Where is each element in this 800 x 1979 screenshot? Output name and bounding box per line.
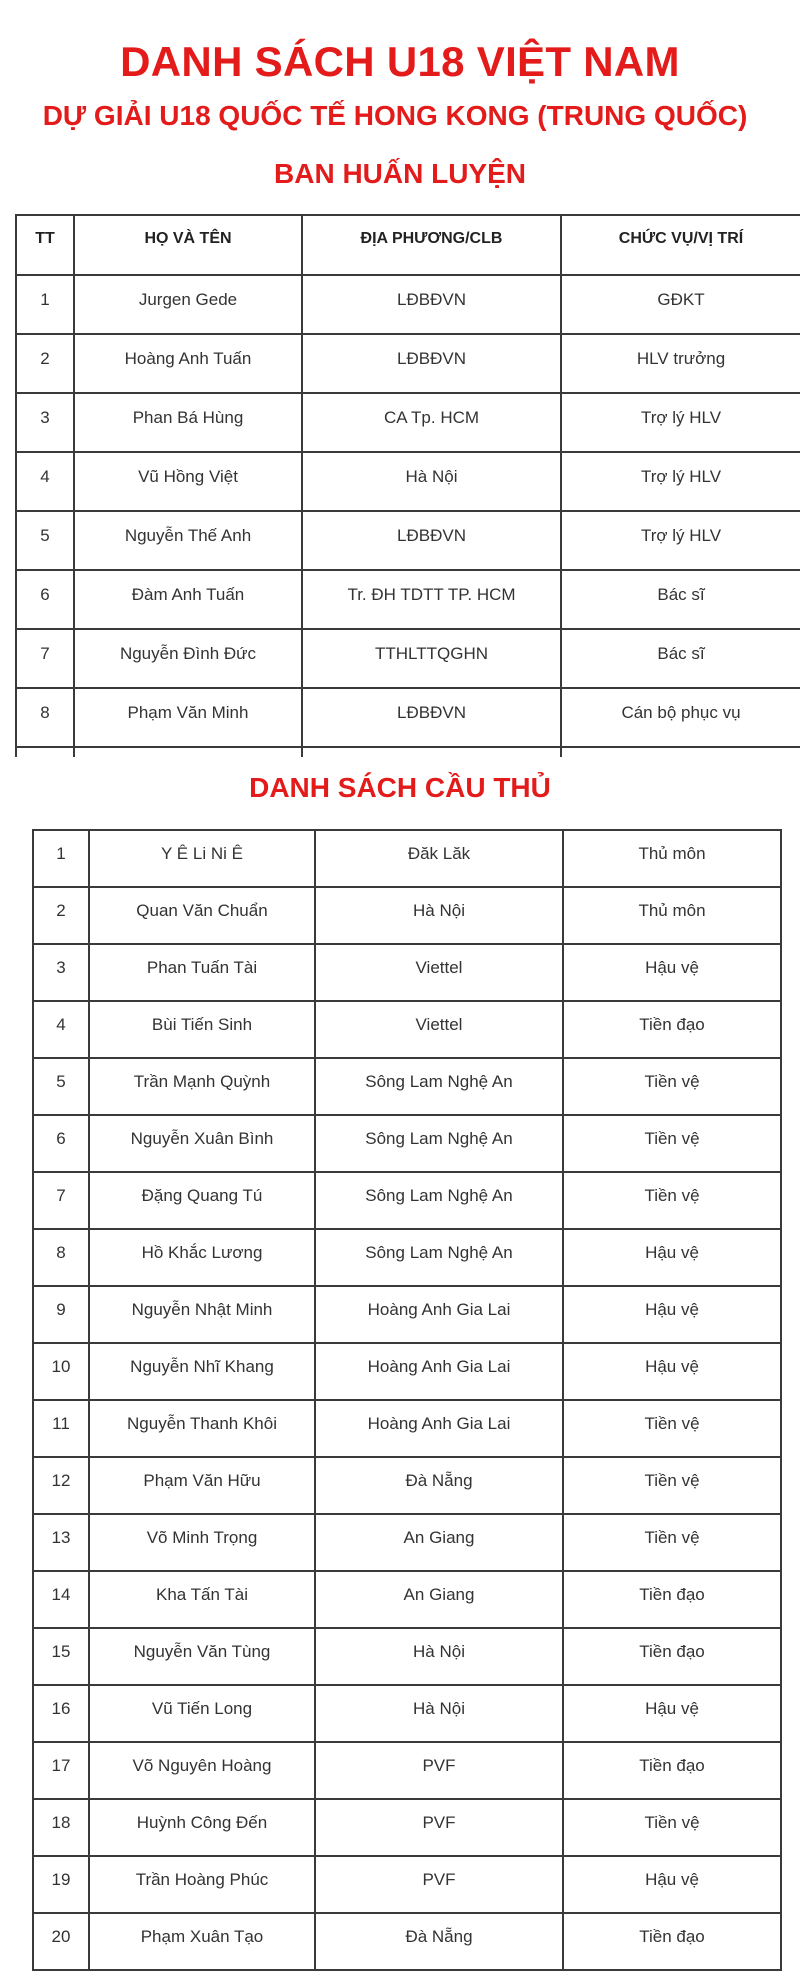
staff-name-cell: Nguyễn Đình Đức	[74, 629, 302, 688]
staff-club-cell: CA Tp. HCM	[302, 393, 561, 452]
staff-section-title: BAN HUẤN LUYỆN	[274, 158, 526, 189]
staff-empty-cell	[561, 747, 800, 757]
player-club-cell: PVF	[315, 1856, 563, 1913]
player-role-cell: Hậu vệ	[563, 944, 781, 1001]
player-row	[33, 1856, 781, 1913]
page-subtitle: DỰ GIẢI U18 QUỐC TẾ HONG KONG (TRUNG QUỐC)	[42, 100, 748, 131]
staff-name-cell: Phan Bá Hùng	[74, 393, 302, 452]
player-number-cell: 13	[33, 1514, 89, 1571]
player-club-cell: Đà Nẵng	[315, 1913, 563, 1970]
player-row	[33, 1514, 781, 1571]
staff-club-cell: LĐBĐVN	[302, 511, 561, 570]
player-role-cell: Tiền đạo	[563, 1742, 781, 1799]
player-name-cell: Nguyễn Văn Tùng	[89, 1628, 315, 1685]
player-number-cell: 19	[33, 1856, 89, 1913]
player-row	[33, 830, 781, 887]
player-number-cell: 9	[33, 1286, 89, 1343]
staff-name-cell: Hoàng Anh Tuấn	[74, 334, 302, 393]
staff-role-cell: HLV trưởng	[561, 334, 800, 393]
staff-role-cell: Trợ lý HLV	[561, 452, 800, 511]
staff-row	[16, 629, 800, 688]
staff-role-cell: Bác sĩ	[561, 570, 800, 629]
staff-role-cell: GĐKT	[561, 275, 800, 334]
player-row	[33, 1115, 781, 1172]
player-name-cell: Y Ê Li Ni Ê	[89, 830, 315, 887]
player-club-cell: Hà Nội	[315, 887, 563, 944]
page-title: DANH SÁCH U18 VIỆT NAM	[120, 38, 680, 85]
player-role-cell: Tiền vệ	[563, 1172, 781, 1229]
player-row	[33, 1913, 781, 1970]
player-number-cell: 18	[33, 1799, 89, 1856]
staff-empty-cell	[16, 747, 74, 757]
player-number-cell: 1	[33, 830, 89, 887]
player-name-cell: Trần Hoàng Phúc	[89, 1856, 315, 1913]
staff-club-cell: Hà Nội	[302, 452, 561, 511]
player-role-cell: Thủ môn	[563, 830, 781, 887]
player-number-cell: 12	[33, 1457, 89, 1514]
player-club-cell: Viettel	[315, 944, 563, 1001]
player-row	[33, 1058, 781, 1115]
staff-number-cell: 4	[16, 452, 74, 511]
player-row	[33, 1172, 781, 1229]
player-role-cell: Hậu vệ	[563, 1856, 781, 1913]
player-role-cell: Hậu vệ	[563, 1229, 781, 1286]
player-number-cell: 7	[33, 1172, 89, 1229]
staff-row	[16, 275, 800, 334]
staff-row	[16, 334, 800, 393]
player-name-cell: Nguyễn Nhĩ Khang	[89, 1343, 315, 1400]
player-name-cell: Nguyễn Xuân Bình	[89, 1115, 315, 1172]
player-name-cell: Bùi Tiến Sinh	[89, 1001, 315, 1058]
player-role-cell: Tiền đạo	[563, 1571, 781, 1628]
player-name-cell: Võ Minh Trọng	[89, 1514, 315, 1571]
staff-club-cell: LĐBĐVN	[302, 334, 561, 393]
player-role-cell: Tiền vệ	[563, 1799, 781, 1856]
staff-role-cell: Cán bộ phục vụ	[561, 688, 800, 747]
player-row	[33, 1343, 781, 1400]
staff-number-cell: 5	[16, 511, 74, 570]
staff-role-cell: Trợ lý HLV	[561, 511, 800, 570]
player-number-cell: 6	[33, 1115, 89, 1172]
player-role-cell: Hậu vệ	[563, 1286, 781, 1343]
column-header-number: TT	[16, 215, 74, 275]
player-club-cell: Hà Nội	[315, 1685, 563, 1742]
player-name-cell: Đặng Quang Tú	[89, 1172, 315, 1229]
staff-club-cell: LĐBĐVN	[302, 275, 561, 334]
player-club-cell: Sông Lam Nghệ An	[315, 1058, 563, 1115]
player-role-cell: Tiền vệ	[563, 1115, 781, 1172]
player-name-cell: Võ Nguyên Hoàng	[89, 1742, 315, 1799]
staff-row	[16, 688, 800, 747]
player-number-cell: 3	[33, 944, 89, 1001]
player-number-cell: 17	[33, 1742, 89, 1799]
player-club-cell: Viettel	[315, 1001, 563, 1058]
player-role-cell: Hậu vệ	[563, 1685, 781, 1742]
player-row	[33, 1685, 781, 1742]
player-row	[33, 1457, 781, 1514]
player-role-cell: Tiền vệ	[563, 1058, 781, 1115]
player-name-cell: Huỳnh Công Đến	[89, 1799, 315, 1856]
player-row	[33, 1799, 781, 1856]
player-role-cell: Tiền đạo	[563, 1628, 781, 1685]
player-row	[33, 1628, 781, 1685]
player-role-cell: Tiền vệ	[563, 1400, 781, 1457]
player-number-cell: 5	[33, 1058, 89, 1115]
staff-row	[16, 511, 800, 570]
players-section-title: DANH SÁCH CẦU THỦ	[249, 772, 551, 803]
player-name-cell: Vũ Tiến Long	[89, 1685, 315, 1742]
player-row	[33, 1742, 781, 1799]
player-row	[33, 887, 781, 944]
player-club-cell: PVF	[315, 1799, 563, 1856]
player-club-cell: Hoàng Anh Gia Lai	[315, 1343, 563, 1400]
player-number-cell: 10	[33, 1343, 89, 1400]
player-role-cell: Hậu vệ	[563, 1343, 781, 1400]
player-number-cell: 14	[33, 1571, 89, 1628]
player-number-cell: 15	[33, 1628, 89, 1685]
staff-table-continuation	[16, 747, 800, 757]
player-club-cell: An Giang	[315, 1571, 563, 1628]
player-row	[33, 1001, 781, 1058]
staff-empty-cell	[302, 747, 561, 757]
staff-number-cell: 6	[16, 570, 74, 629]
player-club-cell: PVF	[315, 1742, 563, 1799]
player-club-cell: Hoàng Anh Gia Lai	[315, 1286, 563, 1343]
player-club-cell: Sông Lam Nghệ An	[315, 1172, 563, 1229]
player-club-cell: Sông Lam Nghệ An	[315, 1115, 563, 1172]
staff-number-cell: 8	[16, 688, 74, 747]
staff-name-cell: Vũ Hồng Việt	[74, 452, 302, 511]
column-header-club: ĐỊA PHƯƠNG/CLB	[302, 215, 561, 275]
staff-number-cell: 1	[16, 275, 74, 334]
player-name-cell: Nguyễn Nhật Minh	[89, 1286, 315, 1343]
player-number-cell: 4	[33, 1001, 89, 1058]
staff-row	[16, 452, 800, 511]
staff-number-cell: 2	[16, 334, 74, 393]
player-name-cell: Trần Mạnh Quỳnh	[89, 1058, 315, 1115]
player-number-cell: 16	[33, 1685, 89, 1742]
staff-row	[16, 570, 800, 629]
player-number-cell: 20	[33, 1913, 89, 1970]
player-club-cell: Đăk Lăk	[315, 830, 563, 887]
player-role-cell: Tiền đạo	[563, 1913, 781, 1970]
player-number-cell: 8	[33, 1229, 89, 1286]
player-role-cell: Tiền vệ	[563, 1514, 781, 1571]
staff-club-cell: TTHLTTQGHN	[302, 629, 561, 688]
player-club-cell: Hoàng Anh Gia Lai	[315, 1400, 563, 1457]
staff-club-cell: Tr. ĐH TDTT TP. HCM	[302, 570, 561, 629]
player-name-cell: Phạm Xuân Tạo	[89, 1913, 315, 1970]
player-table	[32, 829, 782, 1971]
column-header-role: CHỨC VỤ/VỊ TRÍ	[561, 215, 800, 275]
player-name-cell: Nguyễn Thanh Khôi	[89, 1400, 315, 1457]
player-club-cell: Sông Lam Nghệ An	[315, 1229, 563, 1286]
player-role-cell: Tiền đạo	[563, 1001, 781, 1058]
player-row	[33, 944, 781, 1001]
staff-row	[16, 393, 800, 452]
player-club-cell: An Giang	[315, 1514, 563, 1571]
staff-role-cell: Bác sĩ	[561, 629, 800, 688]
player-name-cell: Kha Tấn Tài	[89, 1571, 315, 1628]
staff-table	[15, 214, 800, 757]
staff-club-cell: LĐBĐVN	[302, 688, 561, 747]
player-row	[33, 1229, 781, 1286]
staff-role-cell: Trợ lý HLV	[561, 393, 800, 452]
player-club-cell: Đà Nẵng	[315, 1457, 563, 1514]
player-row	[33, 1400, 781, 1457]
player-role-cell: Tiền vệ	[563, 1457, 781, 1514]
player-number-cell: 2	[33, 887, 89, 944]
staff-empty-cell	[74, 747, 302, 757]
staff-name-cell: Phạm Văn Minh	[74, 688, 302, 747]
player-name-cell: Quan Văn Chuẩn	[89, 887, 315, 944]
staff-header-row	[16, 215, 800, 275]
player-name-cell: Phạm Văn Hữu	[89, 1457, 315, 1514]
staff-name-cell: Jurgen Gede	[74, 275, 302, 334]
staff-number-cell: 3	[16, 393, 74, 452]
player-role-cell: Thủ môn	[563, 887, 781, 944]
staff-number-cell: 7	[16, 629, 74, 688]
staff-name-cell: Nguyễn Thế Anh	[74, 511, 302, 570]
player-number-cell: 11	[33, 1400, 89, 1457]
column-header-name: HỌ VÀ TÊN	[74, 215, 302, 275]
staff-name-cell: Đàm Anh Tuấn	[74, 570, 302, 629]
player-club-cell: Hà Nội	[315, 1628, 563, 1685]
player-name-cell: Hồ Khắc Lương	[89, 1229, 315, 1286]
player-row	[33, 1571, 781, 1628]
player-name-cell: Phan Tuấn Tài	[89, 944, 315, 1001]
player-row	[33, 1286, 781, 1343]
